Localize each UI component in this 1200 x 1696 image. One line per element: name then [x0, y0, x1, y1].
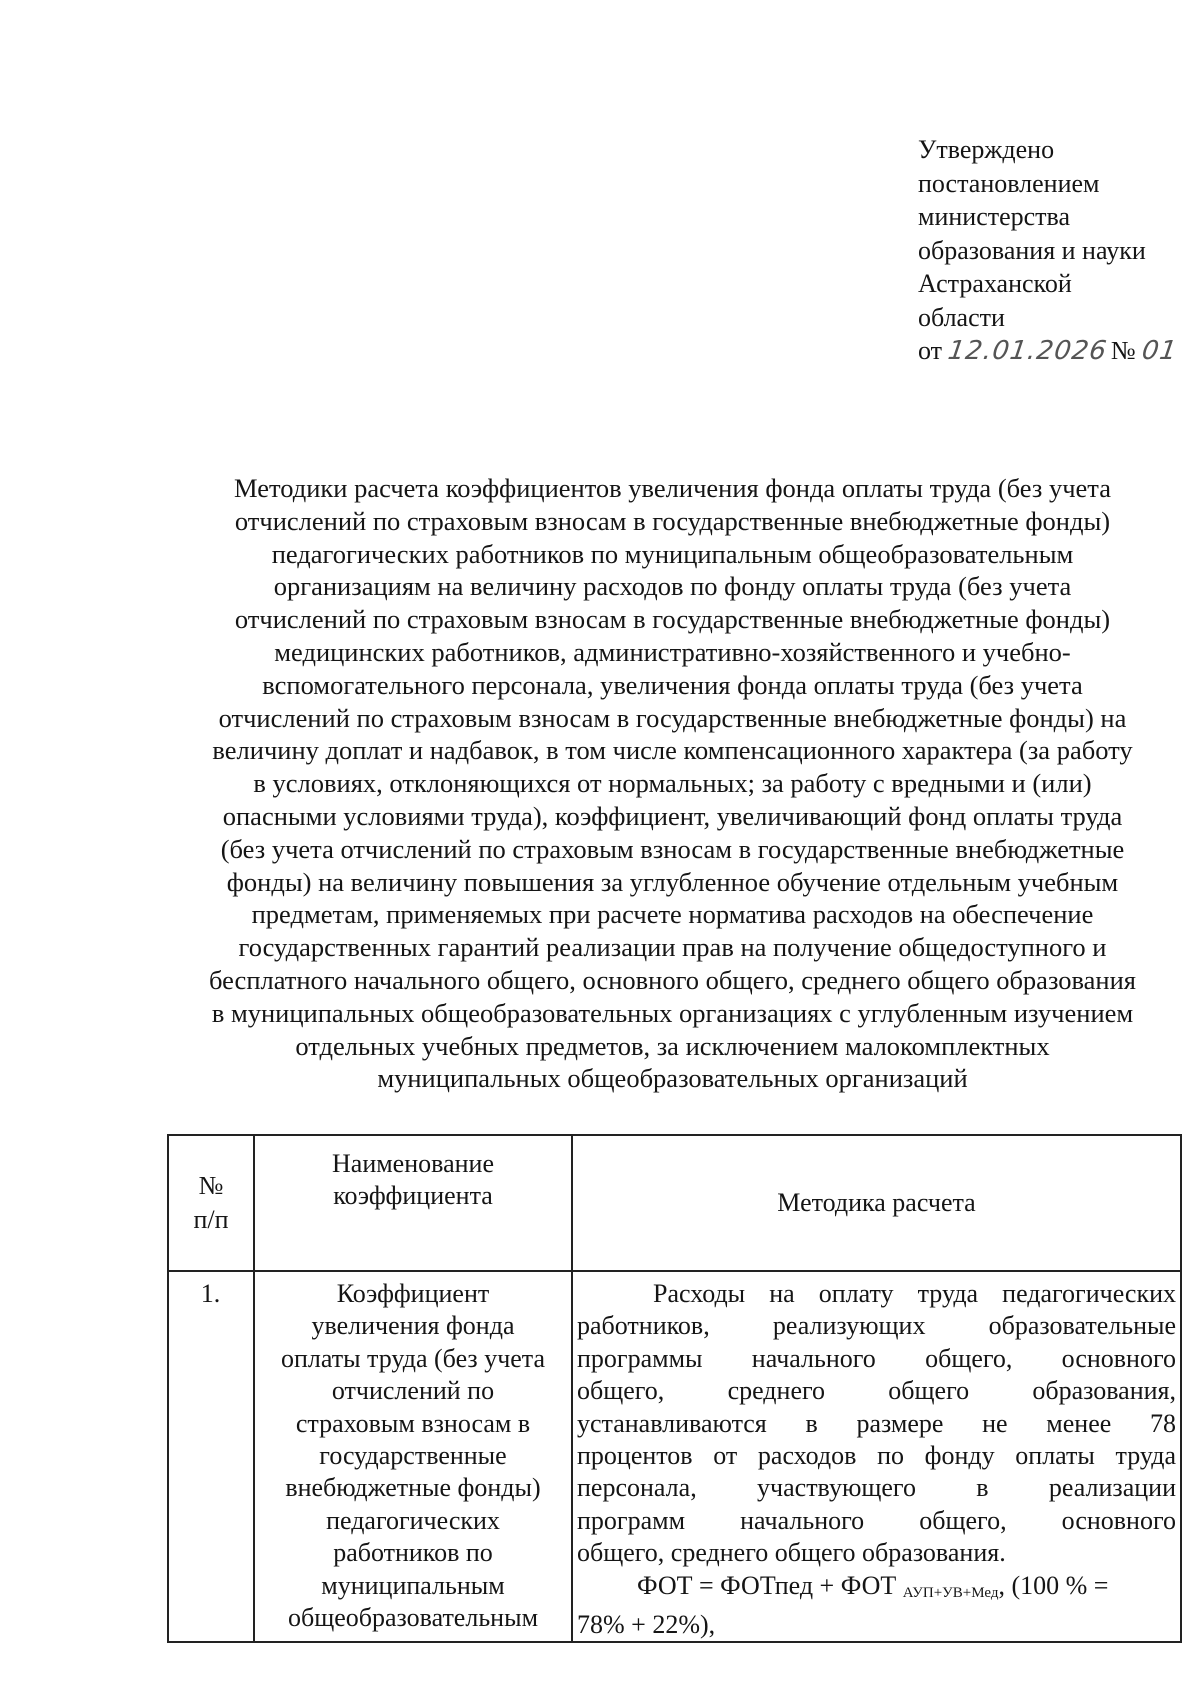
name-line: работников по: [333, 1538, 493, 1568]
title-line: государственных гарантий реализации прав на получение общедоступного и: [238, 932, 1107, 963]
title-line: предметам, применяемых при расчете норматива расходов на обеспечение: [251, 899, 1094, 930]
table-row: [168, 1271, 1181, 1642]
approval-line: Утверждено: [918, 135, 1055, 164]
title-line: Методики расчета коэффициентов увеличения фонда оплаты труда (без учета: [234, 473, 1111, 503]
approval-line: министерства: [918, 202, 1071, 231]
method-line: программы начального общего, основного: [577, 1343, 1176, 1373]
header-number: [168, 1135, 254, 1271]
document-title: [160, 472, 1185, 1095]
title-line: величину доплат и надбавок, в том числе компенсационного характера (за работу: [212, 735, 1133, 766]
formula-tail: , (100 % =: [998, 1570, 1109, 1600]
header-name-line: Наименование: [332, 1149, 494, 1178]
method-line: персонала, участвующего в реализации: [577, 1473, 1176, 1503]
title-line: в условиях, отклоняющихся от нормальных; за работу с вредными и (или): [253, 768, 1092, 799]
method-line: общего, среднего общего образования,: [577, 1376, 1176, 1406]
title-line: педагогических работников по муниципальным общеобразовательным: [271, 538, 1074, 569]
header-name: [254, 1135, 572, 1271]
title-line: отчислений по страховым взносам в государственные внебюджетные фонды) на: [218, 702, 1127, 733]
name-line: страховым взносам в: [295, 1408, 531, 1438]
title-line: организациям на величину расходов по фонду оплаты труда (без учета: [273, 571, 1072, 602]
title-line: в муниципальных общеобразовательных организациях с углубленным изучением: [211, 997, 1134, 1028]
coefficients-table: [167, 1134, 1182, 1643]
title-line: медицинских работников, административно-хозяйственного и учебно-: [274, 636, 1071, 667]
approval-date-line: [918, 334, 1178, 369]
name-line: оплаты труда (без учета: [280, 1343, 546, 1373]
approval-block: [918, 133, 1178, 369]
name-line: Коэффициент: [336, 1279, 490, 1308]
number-label: №: [1110, 336, 1136, 365]
title-line: вспомогательного персонала, увеличения фонда оплаты труда (без учета: [262, 669, 1083, 700]
name-line: педагогических: [326, 1505, 500, 1535]
title-line: опасными условиями труда), коэффициент, увеличивающий фонд оплаты труда: [222, 800, 1123, 831]
header-number-abbr: п/п: [193, 1205, 229, 1234]
date-prefix: от: [918, 336, 943, 365]
approval-line: области: [918, 302, 1005, 332]
header-method: Методика расчета: [572, 1135, 1181, 1271]
handwritten-number: 01: [1139, 336, 1180, 366]
header-name-line: коэффициента: [333, 1181, 493, 1210]
name-line: государственные: [319, 1441, 507, 1471]
coefficient-name: [254, 1271, 572, 1642]
formula-main: ФОТ = ФОТпед + ФОТ: [637, 1570, 897, 1600]
header-number-sign: №: [198, 1171, 224, 1200]
fot-formula: [577, 1570, 1176, 1609]
name-line: муниципальным: [321, 1570, 505, 1600]
title-line: фонды) на величину повышения за углубленное обучение отдельным учебным: [226, 866, 1119, 897]
approval-line: постановлением: [918, 168, 1100, 198]
title-line: муниципальных общеобразовательных организаций: [377, 1063, 968, 1094]
formula-subscript: АУП+УВ+Мед: [902, 1584, 999, 1601]
approval-line: Астраханской: [918, 269, 1072, 298]
title-line: (без учета отчислений по страховым взносам в государственные внебюджетные: [220, 833, 1125, 864]
formula-continuation: 78% + 22%),: [577, 1609, 716, 1639]
method-line: процентов от расходов по фонду оплаты труда: [577, 1440, 1176, 1470]
name-line: общеобразовательным: [287, 1603, 539, 1633]
title-line: отчислений по страховым взносам в государственные внебюджетные фонды): [234, 604, 1111, 635]
name-line: увеличения фонда: [311, 1311, 515, 1341]
calculation-method: [572, 1271, 1181, 1642]
method-line: программ начального общего, основного: [577, 1505, 1176, 1535]
method-line: Расходы на оплату труда педагогических: [653, 1279, 1176, 1308]
title-line: отдельных учебных предметов, за исключением малокомплектных: [295, 1030, 1050, 1061]
approval-line: образования и науки: [918, 235, 1146, 265]
handwritten-date: 12.01.2026: [946, 336, 1110, 366]
title-line: отчислений по страховым взносам в государственные внебюджетные фонды): [234, 505, 1111, 536]
table-header-row: [168, 1135, 1181, 1271]
method-line: общего, среднего общего образования.: [577, 1538, 1006, 1568]
name-line: внебюджетные фонды): [285, 1473, 541, 1503]
title-line: бесплатного начального общего, основного общего, среднего общего образования: [209, 964, 1136, 995]
method-line: работников, реализующих образовательные: [577, 1311, 1176, 1341]
method-line: устанавливаются в размере не менее 78: [577, 1408, 1176, 1438]
name-line: отчислений по: [331, 1376, 495, 1406]
row-number: 1.: [168, 1271, 254, 1642]
